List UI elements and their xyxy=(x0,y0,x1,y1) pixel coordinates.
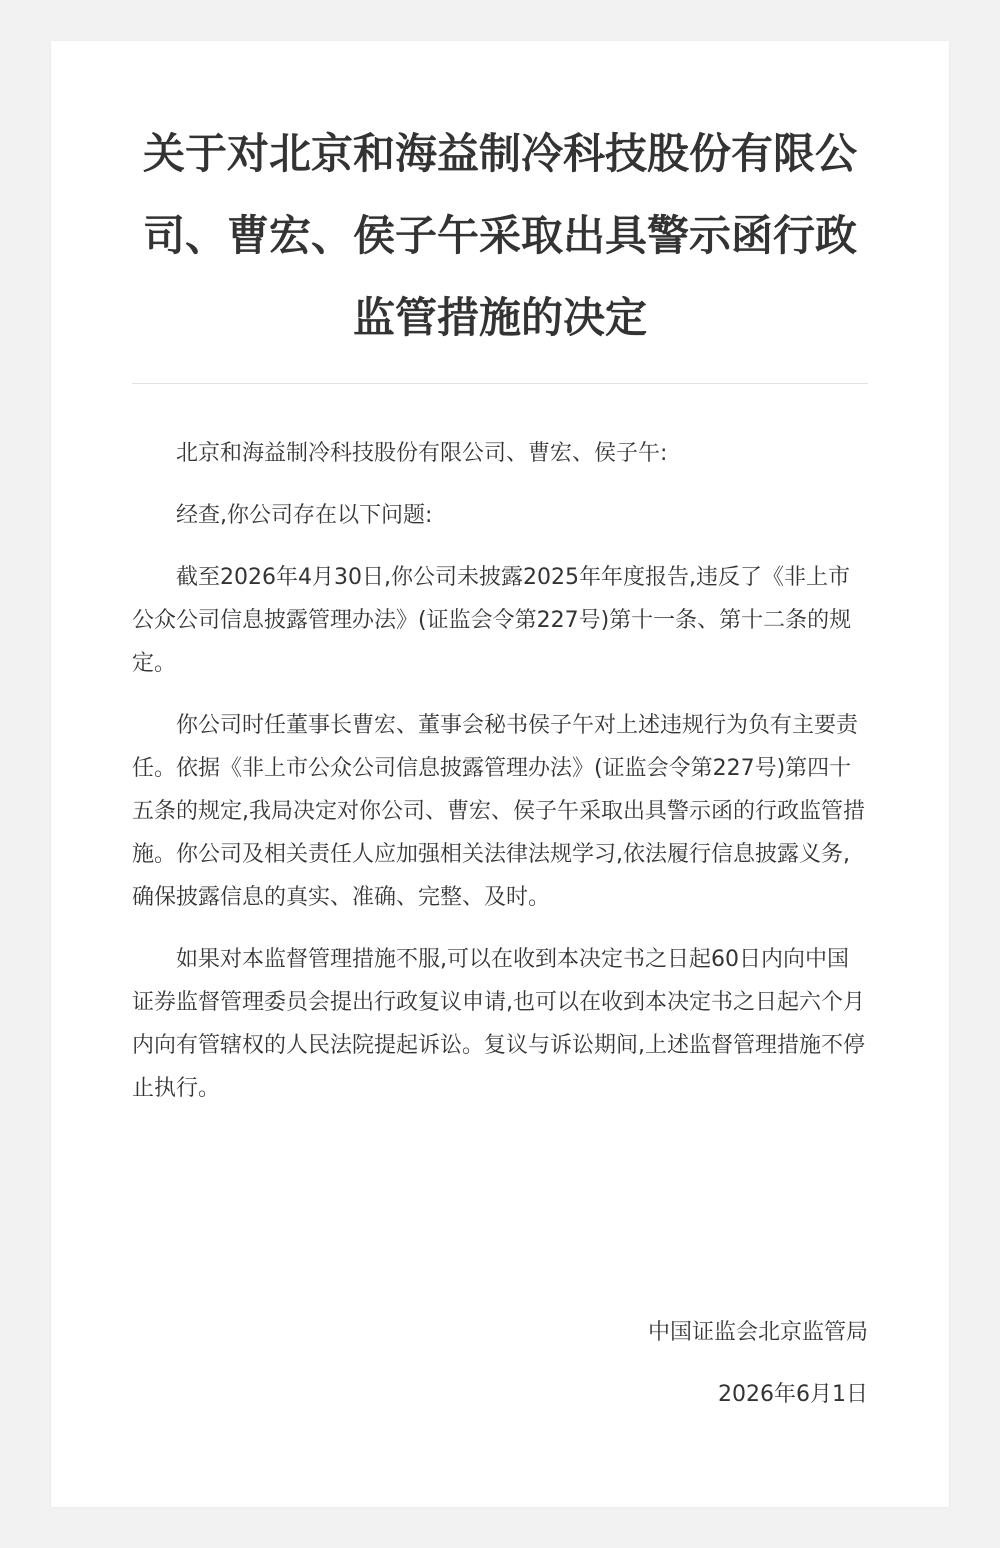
document-body xyxy=(132,432,868,1110)
title-divider xyxy=(132,383,868,384)
signature-block xyxy=(648,1311,868,1435)
paragraph-responsibility: 你公司时任董事长曹宏、董事会秘书侯子午对上述违规行为负有主要责任。依据《非上市公众公司信息披露管理办法》(证监会令第227号)第四十五条的规定,我局决定对你公司、曹宏、侯子午采取出具警示函的行政监管措施。你公司及相关责任人应加强相关法律法规学习,依法履行信息披露义务,确保披露信息的真实、准确、完整、及时。 xyxy=(132,713,865,910)
paragraph-appeal: 如果对本监督管理措施不服,可以在收到本决定书之日起60日内向中国证券监督管理委员会提出行政复议申请,也可以在收到本决定书之日起六个月内向有管辖权的人民法院提起诉讼。复议与诉讼期间,上述监督管理措施不停止执行。 xyxy=(132,947,865,1101)
paragraph-violation: 截至2026年4月30日,你公司未披露2025年年度报告,违反了《非上市公众公司信息披露管理办法》(证监会令第227号)第十一条、第十二条的规定。 xyxy=(132,565,852,676)
paragraph-salutation: 北京和海益制冷科技股份有限公司、曹宏、侯子午: xyxy=(176,441,668,466)
paragraph-intro: 经查,你公司存在以下问题: xyxy=(176,503,433,528)
issue-date: 2026年6月1日 xyxy=(718,1382,868,1407)
document-content xyxy=(132,41,868,1129)
document-page xyxy=(51,41,949,1507)
document-title: 关于对北京和海益制冷科技股份有限公司、曹宏、侯子午采取出具警示函行政监管措施的决定 xyxy=(142,129,857,342)
issuer-name: 中国证监会北京监管局 xyxy=(647,1320,868,1345)
